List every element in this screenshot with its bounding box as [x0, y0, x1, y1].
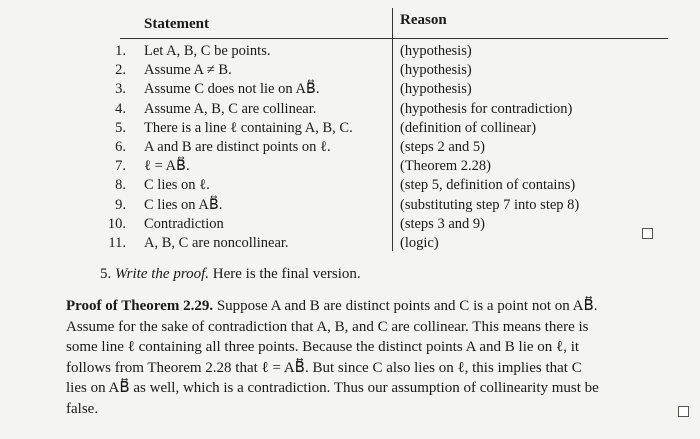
step-number: 4. — [115, 100, 126, 117]
statement-cell: Assume A ≠ B. — [144, 62, 232, 79]
step-number: 5. — [115, 119, 126, 136]
proof-line-3: some line ℓ containing all three points. Because the distinct points A and B lie on ℓ, it — [66, 339, 580, 355]
table-row — [100, 43, 670, 62]
reason-cell: (step 5, definition of contains) — [400, 177, 576, 194]
statement-cell: ℓ = AB⃡. — [144, 158, 190, 175]
step-number: 1. — [115, 43, 126, 59]
step-5-instruction — [100, 266, 361, 283]
proof-line-6: false. — [66, 400, 99, 417]
table-row — [100, 139, 670, 158]
statement-cell: Let A, B, C be points. — [144, 43, 271, 59]
qed-box-table — [642, 228, 653, 239]
reason-cell: (hypothesis) — [400, 43, 472, 59]
reason-cell: (steps 2 and 5) — [400, 139, 485, 155]
step-number: 2. — [115, 62, 126, 79]
table-row — [100, 158, 670, 177]
reason-cell: (Theorem 2.28) — [400, 158, 491, 175]
step-number: 10. — [107, 215, 126, 232]
statement-cell: Assume C does not lie on AB⃡. — [144, 81, 320, 98]
step-number: 3. — [115, 81, 126, 98]
proof-line-1-text: Suppose A and B are distinct points and C is a point not on AB⃡. — [216, 298, 598, 314]
statement-cell: A and B are distinct points on ℓ. — [144, 139, 331, 155]
statement-cell: C lies on ℓ. — [144, 177, 210, 194]
qed-box-proof — [678, 406, 689, 417]
reason-header: Reason — [400, 12, 447, 28]
statement-cell: C lies on AB⃡. — [144, 196, 223, 213]
statement-cell: Assume A, B, C are collinear. — [144, 100, 317, 117]
table-row — [100, 197, 670, 216]
step-number: 7. — [115, 158, 126, 175]
table-row — [100, 81, 670, 100]
reason-cell: (substituting step 7 into step 8) — [400, 196, 580, 213]
proof-line-4: follows from Theorem 2.28 that ℓ = AB⃡. But since C also lies on ℓ, this implies that C — [66, 359, 582, 376]
table-row — [100, 235, 670, 254]
table-row — [100, 120, 670, 139]
step-number: 11. — [108, 235, 126, 251]
table-row — [100, 177, 670, 196]
statement-cell: Contradiction — [144, 215, 224, 232]
reason-cell: (hypothesis) — [400, 62, 472, 79]
reason-cell: (hypothesis for contradiction) — [400, 100, 573, 117]
proof-line-1 — [66, 296, 688, 317]
reason-cell: (logic) — [400, 235, 439, 251]
step-number: 6. — [115, 139, 126, 155]
reason-cell: (steps 3 and 9) — [400, 215, 485, 232]
reason-cell: (definition of collinear) — [400, 119, 537, 136]
table-row — [100, 62, 670, 81]
proof-line-5: lies on AB⃡ as well, which is a contradiction. Thus our assumption of collinearity must be — [66, 380, 599, 396]
reason-cell: (hypothesis) — [400, 81, 472, 98]
step-5-number: 5. — [100, 266, 112, 282]
step-5-text: Here is the final version. — [212, 266, 361, 282]
statement-header: Statement — [144, 16, 209, 32]
step-5-italic: Write the proof. — [115, 266, 210, 282]
step-number: 9. — [115, 196, 126, 213]
statement-cell: There is a line ℓ containing A, B, C. — [144, 119, 353, 136]
proof-title: Proof of Theorem 2.29. — [66, 298, 214, 314]
table-row — [100, 101, 670, 120]
step-number: 8. — [115, 177, 126, 194]
proof-paragraph — [66, 296, 688, 419]
statement-cell: A, B, C are noncollinear. — [144, 235, 289, 251]
header-rule — [120, 38, 668, 39]
proof-line-2: Assume for the sake of contradiction that A, B, and C are collinear. This means there is — [66, 318, 589, 335]
table-row — [100, 216, 670, 235]
proof-table — [100, 8, 670, 258]
